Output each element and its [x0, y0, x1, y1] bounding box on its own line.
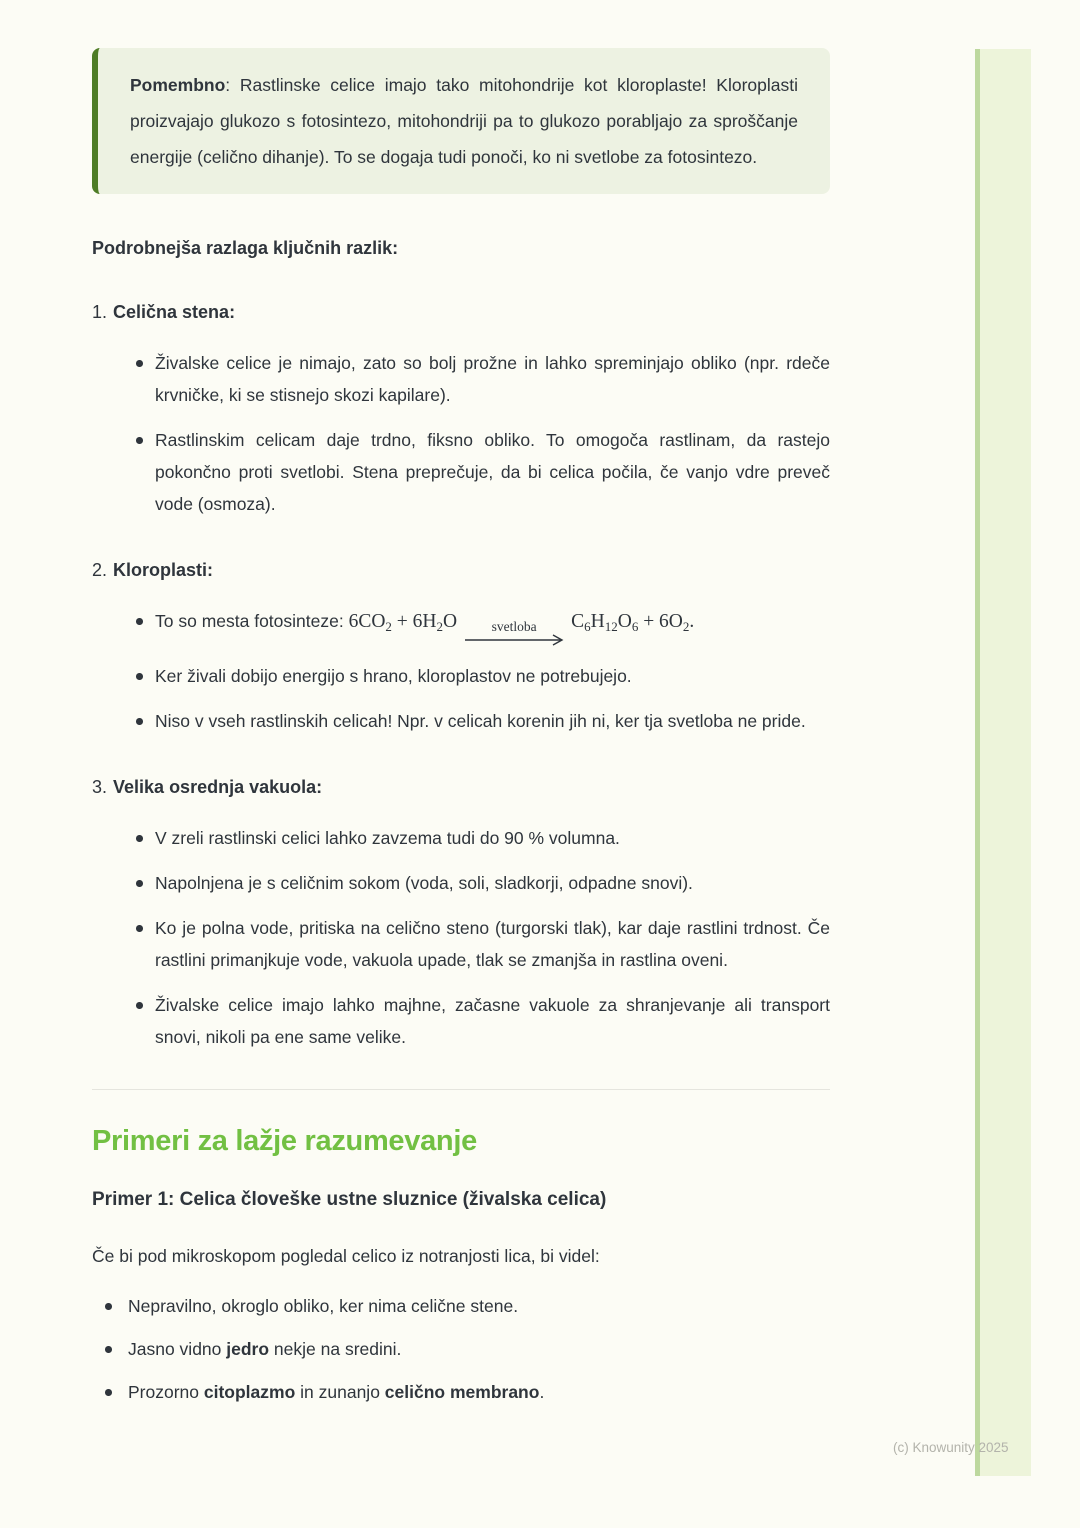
primeri-section-heading: Primeri za lažje razumevanje: [92, 1125, 477, 1157]
reaction-arrow: [464, 620, 564, 647]
list-item-text: Napolnjena je s celičnim sokom (voda, soli, sladkorji, odpadne snovi).: [155, 873, 693, 893]
bullet-icon: [136, 437, 143, 444]
section-divider: [92, 1089, 830, 1090]
formula-subscript: 2: [436, 619, 444, 634]
text-segment: Jasno vidno: [128, 1339, 227, 1359]
page-edge-stripe: [975, 49, 1031, 1476]
bullet-icon: [105, 1303, 112, 1310]
bullet-icon: [105, 1389, 112, 1396]
list-item-text: Ko je polna vode, pritiska na celično steno (turgorski tlak), kar daje rastlini trdnost. Če rastlini primanjkuje vode, vakuola upade, tlak se zmanjša in rastlina oveni.: [155, 918, 830, 970]
list-item-text: V zreli rastlinski celici lahko zavzema tudi do 90 % volumna.: [155, 828, 620, 848]
callout-label: Pomembno: [130, 75, 226, 95]
equation-right-side: [571, 611, 694, 632]
details-section-heading: Podrobnejša razlaga ključnih razlik:: [92, 238, 399, 258]
right-arrow-icon: [464, 633, 564, 647]
callout-text: [130, 67, 798, 175]
list-item: [92, 1376, 830, 1408]
text-segment: Prozorno: [128, 1382, 204, 1402]
bold-term: jedro: [226, 1339, 270, 1359]
list-item-text: Ker živali dobijo energijo s hrano, kloroplastov ne potrebujejo.: [155, 666, 632, 686]
document-content: [92, 0, 830, 1408]
list-item: [92, 424, 830, 520]
list-item: [92, 1290, 830, 1322]
bullet-icon: [105, 1346, 112, 1353]
bullet-icon: [136, 360, 143, 367]
formula-term: .: [689, 611, 695, 632]
formula-subscript: 2: [385, 619, 392, 634]
bold-term: citoplazmo: [203, 1382, 296, 1402]
list-item: [92, 822, 830, 854]
formula-term: O: [443, 611, 458, 632]
formula-term: H: [590, 611, 605, 632]
list-item-text: Živalske celice imajo lahko majhne, začasne vakuole za shranjevanje ali transport snovi, nikoli pa ene same velike.: [155, 995, 830, 1047]
formula-term: 6CO: [348, 611, 386, 632]
list-item: [92, 989, 830, 1053]
equation-left-side: [349, 611, 458, 632]
formula-term: + 6O: [638, 611, 683, 632]
callout-body: : Rastlinske celice imajo tako mitohondrije kot kloroplaste! Kloroplasti proizvajajo glukozo s fotosintezo, mitohondriji pa to glukozo porabljajo za sproščanje energije (celično dihanje). To se dogaja tudi ponoči, ko ni svetlobe za fotosintezo.: [130, 75, 798, 167]
bullet-icon: [136, 618, 143, 625]
bullet-icon: [136, 835, 143, 842]
formula-term: + 6H: [391, 611, 437, 632]
list-item-text: Rastlinskim celicam daje trdno, fiksno obliko. To omogoča rastlinam, da rastejo pokončno proti svetlobi. Stena preprečuje, da bi celica počila, če vanjo vdre preveč vode (osmoza).: [155, 430, 830, 514]
bullet-icon: [136, 1002, 143, 1009]
list-item: [92, 660, 830, 692]
primer1-heading: Primer 1: Celica človeške ustne sluznice (živalska celica): [92, 1189, 607, 1210]
bold-term: celično membrano: [384, 1382, 540, 1402]
text-segment: nekje na sredini.: [269, 1339, 402, 1359]
formula-subscript: 2: [682, 619, 690, 634]
text-segment: in zunanjo: [295, 1382, 385, 1402]
item-title-text: Kloroplasti:: [113, 560, 214, 580]
bullet-icon: [136, 673, 143, 680]
bullet-icon: [136, 880, 143, 887]
primer1-list: [92, 1290, 830, 1408]
formula-term: C: [571, 611, 585, 632]
formula-term: O: [617, 611, 632, 632]
item-number: 3.: [92, 777, 108, 797]
text-segment: .: [539, 1382, 545, 1402]
bullet-icon: [136, 925, 143, 932]
equation-prefix: To so mesta fotosinteze:: [155, 611, 349, 631]
list-item-text: Živalske celice je nimajo, zato so bolj prožne in lahko spreminjajo obliko (npr. rdeče krvničke, ki se stisnejo skozi kapilare).: [155, 353, 830, 405]
numbered-item-1-title: [92, 298, 830, 326]
formula-subscript: 6: [631, 619, 639, 634]
list-item-text: [128, 1333, 830, 1365]
reaction-arrow-label: svetloba: [491, 619, 537, 634]
item-number: 1.: [92, 302, 108, 322]
list-item: [92, 1333, 830, 1365]
bullet-icon: [136, 718, 143, 725]
list-item-text: Nepravilno, okroglo obliko, ker nima celične stene.: [128, 1296, 519, 1316]
callout-important: [92, 48, 830, 194]
numbered-item-3: [92, 773, 830, 1053]
primer1-intro: Če bi pod mikroskopom pogledal celico iz notranjosti lica, bi videl:: [92, 1246, 600, 1266]
formula-subscript: 12: [604, 619, 618, 634]
formula-subscript: 6: [584, 619, 591, 634]
numbered-item-2-title: [92, 556, 830, 584]
list-item: [92, 705, 830, 737]
equation-line: [155, 605, 830, 647]
numbered-item-3-title: [92, 773, 830, 801]
item-title-text: Velika osrednja vakuola:: [113, 777, 323, 797]
list-item: [92, 867, 830, 899]
list-item-text: [128, 1376, 830, 1408]
copyright-watermark: (c) Knowunity 2025: [893, 1440, 1009, 1455]
item-title-text: Celična stena:: [113, 302, 236, 322]
list-item: [92, 347, 830, 411]
numbered-item-2: [92, 556, 830, 737]
list-item: [92, 912, 830, 976]
numbered-item-1: [92, 298, 830, 520]
list-item-text: Niso v vseh rastlinskih celicah! Npr. v celicah korenin jih ni, ker tja svetloba ne pride.: [155, 711, 806, 731]
list-item-equation: [92, 605, 830, 647]
item-number: 2.: [92, 560, 108, 580]
